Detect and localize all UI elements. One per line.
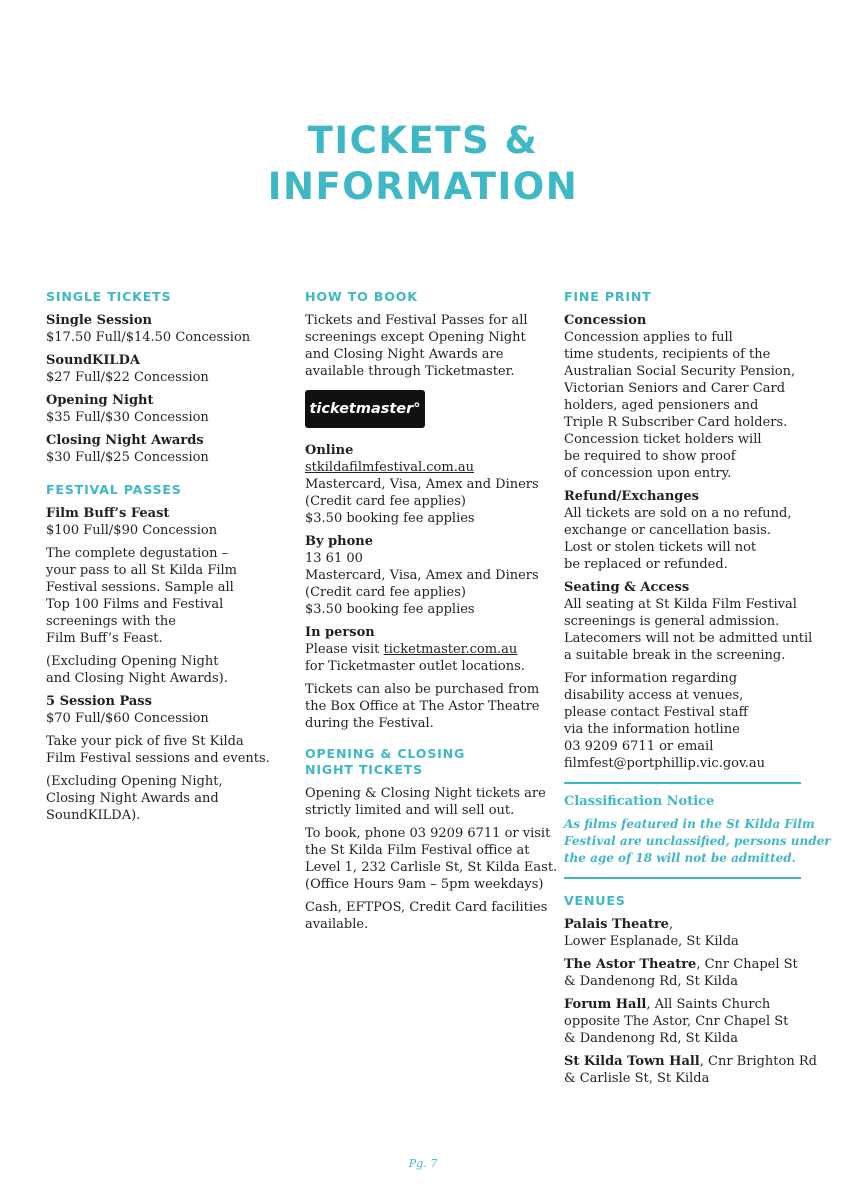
text-line: strictly limited and will sell out. <box>305 803 515 818</box>
column-middle <box>305 289 558 939</box>
venue-name: The Astor Theatre <box>564 957 697 972</box>
text-line: Lost or stolen tickets will not <box>564 540 757 555</box>
text-line: $3.50 booking fee applies <box>305 511 475 526</box>
text-line: available through Ticketmaster. <box>305 364 515 379</box>
text-fragment: Please visit <box>305 642 384 657</box>
text-line: All tickets are sold on a no refund, <box>564 506 792 521</box>
venue-name: Palais Theatre <box>564 917 669 932</box>
venue-item <box>564 996 801 1047</box>
text-line: (Credit card fee applies) <box>305 494 466 509</box>
text-line: (Credit card fee applies) <box>305 585 466 600</box>
festival-passes-heading: FESTIVAL PASSES <box>46 482 182 497</box>
heading-line: OPENING & CLOSING <box>305 746 466 761</box>
classification-notice <box>564 782 831 879</box>
text-line: please contact Festival staff <box>564 705 748 720</box>
column-right <box>564 289 831 1093</box>
opening-closing-p3 <box>305 899 548 933</box>
ticket-name: Closing Night Awards <box>46 433 204 448</box>
text-line: exchange or cancellation basis. <box>564 523 771 538</box>
ticket-price: $27 Full/$22 Concession <box>46 370 209 385</box>
ticket-price: $30 Full/$25 Concession <box>46 450 209 465</box>
text-line: Triple R Subscriber Card holders. <box>564 415 788 430</box>
info-section <box>564 670 801 772</box>
pass-film-buff <box>46 505 286 539</box>
ticket-price: $35 Full/$30 Concession <box>46 410 209 425</box>
text-line: As films featured in the St Kilda Film <box>564 817 815 831</box>
phone-number: 13 61 00 <box>305 551 363 566</box>
venue-address: opposite The Astor, Cnr Chapel St <box>564 1014 789 1029</box>
venue-item <box>564 956 801 990</box>
refund-section <box>564 488 801 573</box>
text-line: Mastercard, Visa, Amex and Diners <box>305 568 539 583</box>
text-line: during the Festival. <box>305 716 434 731</box>
pass-price: $70 Full/$60 Concession <box>46 711 209 726</box>
column-left <box>46 289 286 830</box>
text-line: disability access at venues, <box>564 688 744 703</box>
pass-five-session <box>46 693 286 727</box>
venue-address: & Dandenong Rd, St Kilda <box>564 974 739 989</box>
pass-description <box>46 733 286 767</box>
text-line: time students, recipients of the <box>564 347 771 362</box>
pass-note <box>46 653 286 687</box>
text-line <box>564 1053 817 1070</box>
classification-heading: Classification Notice <box>564 794 715 809</box>
pass-description <box>46 545 286 647</box>
text-line: screenings except Opening Night <box>305 330 526 345</box>
venue-item <box>564 1053 817 1087</box>
text-line: the age of 18 will not be admitted. <box>564 851 796 865</box>
venue-detail: , All Saints Church <box>646 997 771 1012</box>
text-line: (Office Hours 9am – 5pm weekdays) <box>305 877 544 892</box>
venue-address: Lower Esplanade, St Kilda <box>564 934 739 949</box>
text-line: Opening & Closing Night tickets are <box>305 786 546 801</box>
text-line: $3.50 booking fee applies <box>305 602 475 617</box>
text-line: Festival sessions. Sample all <box>46 580 234 595</box>
text-line: Top 100 Films and Festival <box>46 597 224 612</box>
venue-address: & Dandenong Rd, St Kilda <box>564 1031 739 1046</box>
section-label: Seating & Access <box>564 580 690 595</box>
ticket-name: Single Session <box>46 313 152 328</box>
seating-section <box>564 579 813 664</box>
text-line: Closing Night Awards and <box>46 791 219 806</box>
title-line-1: TICKETS & <box>307 119 539 162</box>
text-line <box>564 956 801 973</box>
venue-detail: , Cnr Brighton Rd <box>699 1054 817 1069</box>
section-label: Refund/Exchanges <box>564 489 699 504</box>
text-line: available. <box>305 917 369 932</box>
opening-closing-p2 <box>305 825 558 893</box>
email-address[interactable]: filmfest@portphillip.vic.gov.au <box>564 756 766 771</box>
ticketmaster-logo[interactable]: ticketmaster° <box>305 390 425 428</box>
classification-text <box>564 816 831 867</box>
text-line: Film Buff’s Feast. <box>46 631 163 646</box>
text-line: and Closing Night Awards are <box>305 347 504 362</box>
booking-label: In person <box>305 625 375 640</box>
text-line: All seating at St Kilda Film Festival <box>564 597 797 612</box>
concession-section <box>564 312 801 482</box>
text-line: Tickets can also be purchased from <box>305 682 540 697</box>
opening-closing-p1 <box>305 785 545 819</box>
text-line: Take your pick of five St Kilda <box>46 734 244 749</box>
text-line <box>564 916 801 933</box>
venue-name: St Kilda Town Hall <box>564 1054 700 1069</box>
text-line: screenings with the <box>46 614 176 629</box>
text-line: a suitable break in the screening. <box>564 648 786 663</box>
text-line: via the information hotline <box>564 722 740 737</box>
title-line-2: INFORMATION <box>267 165 579 208</box>
venue-detail: , Cnr Chapel St <box>696 957 798 972</box>
ticket-price: $17.50 Full/$14.50 Concession <box>46 330 251 345</box>
venue-detail: , <box>668 917 674 932</box>
text-line: Mastercard, Visa, Amex and Diners <box>305 477 539 492</box>
section-label: Concession <box>564 313 647 328</box>
text-line: holders, aged pensioners and <box>564 398 759 413</box>
page-title <box>0 118 846 210</box>
booking-phone <box>305 533 545 618</box>
text-line: the St Kilda Film Festival office at <box>305 843 530 858</box>
text-line: Cash, EFTPOS, Credit Card facilities <box>305 900 548 915</box>
booking-in-person <box>305 624 545 675</box>
text-line: Concession applies to full <box>564 330 733 345</box>
box-office-info <box>305 681 545 732</box>
text-line: Victorian Seniors and Carer Card <box>564 381 786 396</box>
text-line: Latecomers will not be admitted until <box>564 631 813 646</box>
text-line: For information regarding <box>564 671 738 686</box>
ticketmaster-link[interactable]: ticketmaster.com.au <box>383 642 518 657</box>
text-line: for Ticketmaster outlet locations. <box>305 659 525 674</box>
text-line <box>305 641 545 658</box>
venue-item <box>564 916 801 950</box>
text-line: your pass to all St Kilda Film <box>46 563 237 578</box>
single-tickets-heading: SINGLE TICKETS <box>46 289 172 304</box>
text-line: screenings is general admission. <box>564 614 780 629</box>
ticket-item <box>46 432 286 466</box>
booking-label: By phone <box>305 534 374 549</box>
website-link[interactable]: stkildafilmfestival.com.au <box>305 460 474 475</box>
fine-print-heading: FINE PRINT <box>564 289 652 304</box>
opening-closing-heading <box>305 746 545 778</box>
text-line: Australian Social Security Pension, <box>564 364 796 379</box>
text-line: be replaced or refunded. <box>564 557 728 572</box>
text-line: of concession upon entry. <box>564 466 732 481</box>
ticket-item <box>46 352 286 386</box>
venue-address: & Carlisle St, St Kilda <box>564 1071 710 1086</box>
ticket-name: SoundKILDA <box>46 353 140 368</box>
text-line: (Excluding Opening Night <box>46 654 219 669</box>
text-line: The complete degustation – <box>46 546 229 561</box>
pass-name: Film Buff’s Feast <box>46 506 170 521</box>
text-line: Level 1, 232 Carlisle St, St Kilda East. <box>305 860 558 875</box>
venue-name: Forum Hall <box>564 997 647 1012</box>
text-line: Film Festival sessions and events. <box>46 751 270 766</box>
how-to-book-intro <box>305 312 545 380</box>
text-line: (Excluding Opening Night, <box>46 774 223 789</box>
booking-online <box>305 442 545 527</box>
venues-heading: VENUES <box>564 893 626 908</box>
text-line: SoundKILDA). <box>46 808 141 823</box>
text-line: To book, phone 03 9209 6711 or visit <box>305 826 551 841</box>
text-line: Festival are unclassified, persons under <box>564 834 831 848</box>
ticket-item <box>46 392 286 426</box>
pass-price: $100 Full/$90 Concession <box>46 523 218 538</box>
page-number: Pg. 7 <box>408 1157 438 1170</box>
heading-line: NIGHT TICKETS <box>305 762 424 777</box>
ticket-name: Opening Night <box>46 393 154 408</box>
text-line: Tickets and Festival Passes for all <box>305 313 528 328</box>
booking-label: Online <box>305 443 354 458</box>
text-line <box>564 996 801 1013</box>
pass-name: 5 Session Pass <box>46 694 152 709</box>
text-line: Concession ticket holders will <box>564 432 762 447</box>
pass-note <box>46 773 286 824</box>
text-line: be required to show proof <box>564 449 736 464</box>
text-line: and Closing Night Awards). <box>46 671 228 686</box>
text-line: 03 9209 6711 or email <box>564 739 714 754</box>
how-to-book-heading: HOW TO BOOK <box>305 289 418 304</box>
text-line: the Box Office at The Astor Theatre <box>305 699 540 714</box>
ticket-item <box>46 312 286 346</box>
